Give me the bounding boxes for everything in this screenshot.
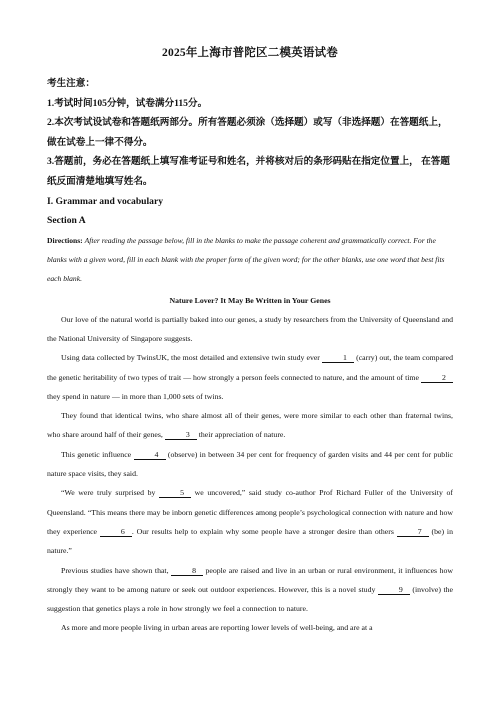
paragraph-text: “We were truly surprised by [61, 488, 160, 498]
blank-2[interactable]: 2 [421, 373, 453, 383]
paragraph-1: Our love of the natural world is partially baked into our genes, a study by researchers from the University of Queensland and the National University of Singapore suggests. [47, 314, 453, 343]
directions-text: After reading the passage below, fill in the blanks to make the passage coherent and grammatically correct. For the blanks with a given word, fill in each blank with the proper form of the given word; for the other blanks, use one word that best fits each blank. [47, 235, 445, 284]
notes-label: 考生注意： [47, 78, 95, 89]
blank-9[interactable]: 9 [378, 585, 410, 595]
paragraph-text: This genetic influence [61, 449, 134, 459]
directions-label: Directions: [47, 235, 83, 245]
directions [47, 231, 453, 289]
exam-notes [47, 74, 453, 192]
paragraph-text: (be) in nature.” [47, 526, 454, 556]
paragraph-3 [47, 406, 453, 445]
paragraph-text: They found that identical twins, who share almost all of their genes, were more similar to each other than fraternal twins, who share around half of their genes, [47, 411, 453, 440]
blank-1[interactable]: 1 [322, 353, 354, 363]
blank-7[interactable]: 7 [397, 527, 429, 537]
notes-item-3: 3.答题前，务必在答题纸上填写准考证号和姓名，并将核对后的条形码贴在指定位置上， 在答题纸反面清楚地填写姓名。 [47, 156, 450, 187]
paragraph-5 [47, 483, 453, 560]
blank-3[interactable]: 3 [165, 430, 197, 440]
paragraph-text: (carry) out, the team compared the genetic heritability of two types of trait — how strongly a person feels connected to nature, and the amount of time [47, 353, 453, 382]
paragraph-6 [47, 561, 453, 619]
notes-item-2: 2.本次考试设试卷和答题纸两部分。所有答题必须涂（选择题）或写（非选择题）在答题纸上，做在试卷上一律不得分。 [47, 117, 448, 148]
paragraph-2 [47, 348, 453, 406]
paragraph-text: . Our results help to explain why some people have a stronger desire than others [131, 526, 397, 536]
paragraph-text: people are raised and live in an urban or rural environment, it influences how strongly they want to be among nature or seek out outdoor experiences. However, this is a novel study [47, 565, 453, 594]
paragraph-text: they spend in nature — in more than 1,000 sets of twins. [47, 391, 224, 401]
blank-4[interactable]: 4 [134, 450, 166, 460]
passage-title: Nature Lover? It May Be Written in Your Genes [169, 295, 331, 305]
paragraph-7: As more and more people living in urban areas are reporting lower levels of well-being, and are at a [61, 623, 373, 633]
blank-6[interactable]: 6 [100, 527, 132, 537]
exam-page [47, 44, 453, 638]
paragraph-text: Using data collected by TwinsUK, the most detailed and extensive twin study ever [61, 353, 322, 363]
section-heading: I. Grammar and vocabulary [47, 195, 164, 207]
notes-item-1: 1.考试时间105分钟，试卷满分115分。 [47, 97, 208, 109]
paragraph-text: (involve) the suggestion that genetics plays a role in how strongly we feel a connection to nature. [47, 584, 453, 614]
paragraph-text: we uncovered,” said study co-author Prof Richard Fuller of the University of Queensland. “This means there may be inborn genetic differences among people’s psychological connection with nature and how they experience [47, 488, 453, 536]
page-title: 2025年上海市普陀区二模英语试卷 [162, 47, 338, 59]
subsection-heading: Section A [47, 215, 86, 227]
paragraph-text: (observe) in between 34 per cent for frequency of garden visits and 44 per cent for public nature space visits, they said. [47, 449, 453, 479]
blank-5[interactable]: 5 [159, 488, 191, 498]
paragraph-text: Previous studies have shown that, [61, 565, 172, 575]
paragraph-4 [47, 445, 453, 484]
blank-8[interactable]: 8 [171, 566, 203, 576]
paragraph-text: their appreciation of nature. [196, 430, 286, 440]
